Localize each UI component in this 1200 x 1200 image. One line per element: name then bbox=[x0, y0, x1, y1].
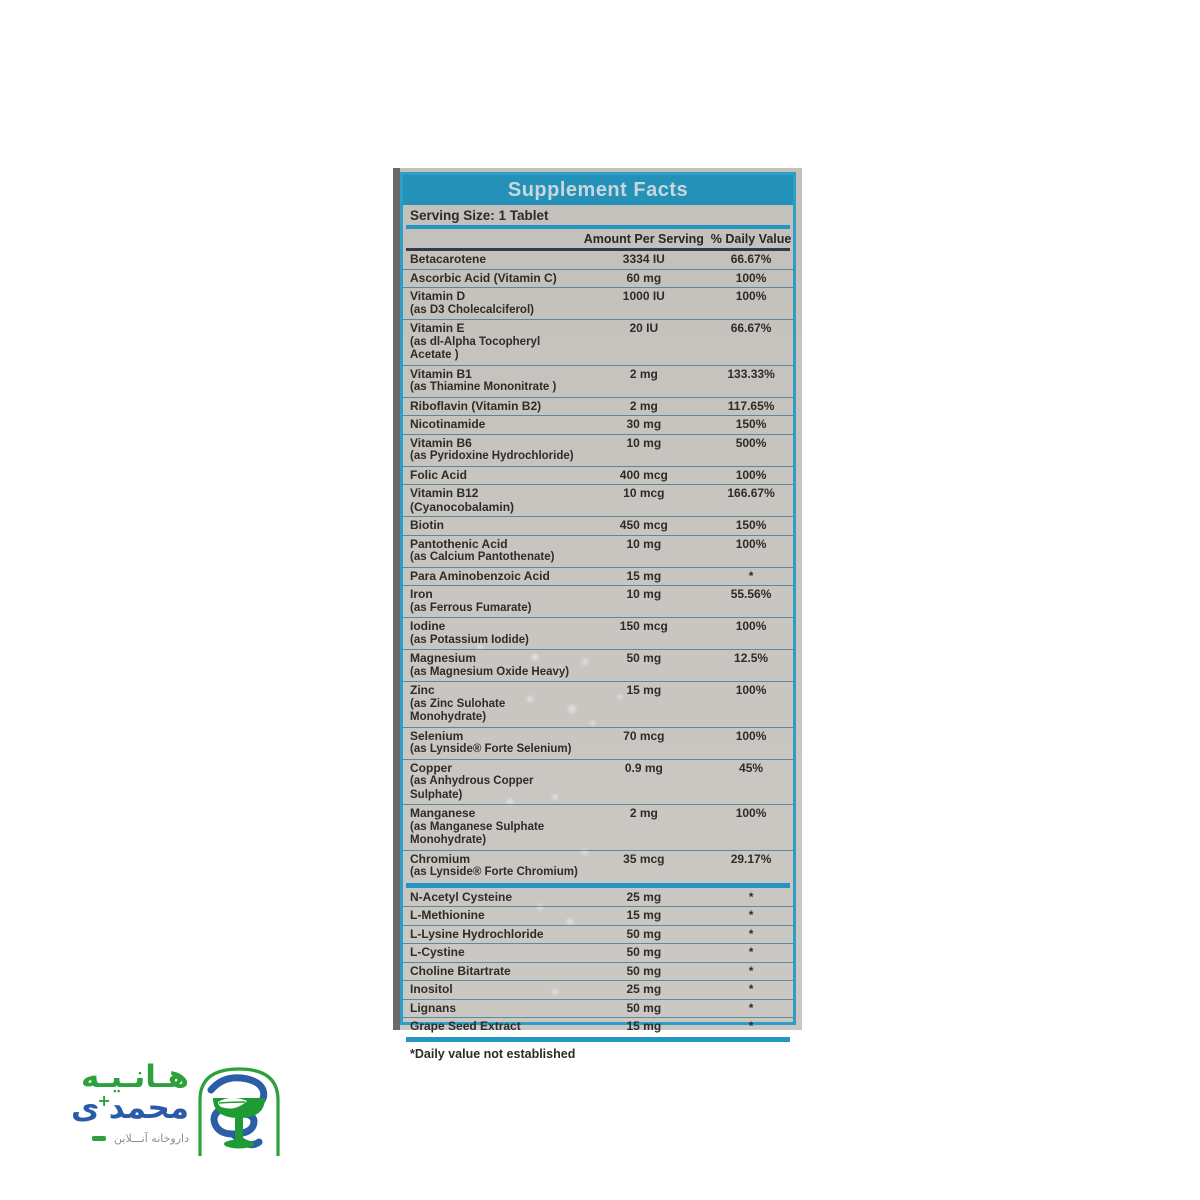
nutrient-daily-value: 117.65% bbox=[727, 398, 775, 413]
nutrient-daily-value: 166.67% bbox=[727, 486, 775, 500]
nutrient-name bbox=[403, 762, 579, 803]
column-header-amount: Amount Per Serving bbox=[583, 232, 704, 246]
logo-dash bbox=[92, 1136, 106, 1141]
label-frame bbox=[400, 172, 796, 1061]
nutrient-daily-value: * bbox=[748, 963, 754, 978]
nutrient-name bbox=[403, 983, 579, 997]
other-ingredients-section bbox=[403, 889, 793, 1036]
nutrient-name bbox=[403, 946, 579, 960]
footnote: *Daily value not established bbox=[410, 1046, 576, 1061]
table-row bbox=[403, 467, 793, 486]
nutrient-amount: 0.9 mg bbox=[624, 760, 663, 775]
nutrient-name-main: Magnesium bbox=[410, 651, 477, 665]
nutrient-name-main: Iron bbox=[410, 587, 433, 601]
table-row bbox=[403, 981, 793, 1000]
nutrient-name bbox=[403, 290, 579, 317]
nutrient-name bbox=[403, 519, 579, 533]
nutrient-name bbox=[403, 1020, 579, 1034]
nutrient-daily-value: 45% bbox=[739, 760, 764, 775]
nutrient-name bbox=[403, 909, 579, 923]
nutrient-name-main: Vitamin E bbox=[410, 321, 465, 335]
nutrient-name-sub: (as Lynside® Forte Chromium) bbox=[410, 866, 578, 878]
nutrient-name-main: Vitamin B12 (Cyanocobalamin) bbox=[410, 486, 515, 514]
nutrient-amount: 3334 IU bbox=[622, 252, 665, 266]
nutrient-daily-value: 55.56% bbox=[730, 587, 772, 601]
column-header-daily-value: % Daily Value bbox=[710, 232, 792, 246]
table-row bbox=[403, 1000, 793, 1019]
nutrient-daily-value: 100% bbox=[735, 728, 767, 743]
nutrient-amount: 15 mg bbox=[626, 908, 662, 922]
nutrient-daily-value: * bbox=[748, 568, 754, 583]
nutrient-daily-value: 100% bbox=[735, 467, 767, 482]
nutrient-name bbox=[403, 487, 579, 514]
table-row bbox=[403, 944, 793, 963]
label-title: Supplement Facts bbox=[403, 175, 793, 205]
nutrient-name-main: Betacarotene bbox=[410, 252, 487, 266]
nutrient-name bbox=[403, 272, 579, 286]
nutrient-name-sub: (as Zinc Sulohate Monohydrate) bbox=[410, 697, 506, 723]
nutrient-name-sub: (as Lynside® Forte Selenium) bbox=[410, 743, 572, 755]
nutrient-name bbox=[403, 652, 579, 679]
nutrient-name-sub: (as Pyridoxine Hydrochloride) bbox=[410, 450, 574, 462]
nutrient-amount: 10 mg bbox=[626, 587, 662, 601]
nutrient-name bbox=[403, 322, 579, 363]
nutrient-name bbox=[403, 368, 579, 395]
nutrient-name-sub: (as Ferrous Fumarate) bbox=[410, 601, 532, 614]
nutrient-name-main: L-Methionine bbox=[410, 908, 485, 922]
nutrient-daily-value: 133.33% bbox=[727, 366, 775, 381]
table-row bbox=[403, 889, 793, 908]
table-row bbox=[403, 650, 793, 682]
nutrient-name-main: Riboflavin (Vitamin B2) bbox=[410, 398, 542, 413]
nutrient-name bbox=[403, 400, 579, 414]
nutrient-name-main: Vitamin D bbox=[410, 289, 466, 303]
nutrient-name bbox=[403, 253, 579, 267]
nutrient-name bbox=[403, 684, 579, 725]
nutrient-name bbox=[403, 620, 579, 647]
nutrient-name-main: Folic Acid bbox=[410, 467, 467, 482]
nutrient-daily-value: 100% bbox=[735, 270, 767, 285]
nutrient-name bbox=[403, 853, 579, 880]
nutrient-name-sub: (as D3 Cholecalciferol) bbox=[410, 303, 534, 316]
table-row bbox=[403, 320, 793, 366]
nutrient-name-main: L-Cystine bbox=[410, 945, 465, 959]
pharmacy-logo bbox=[57, 1056, 285, 1168]
nutrient-amount: 50 mg bbox=[626, 963, 662, 978]
nutrient-daily-value: 100% bbox=[735, 683, 767, 697]
nutrient-name-main: Nicotinamide bbox=[410, 417, 486, 431]
nutrient-amount: 70 mcg bbox=[623, 728, 665, 743]
table-row bbox=[403, 416, 793, 435]
table-row bbox=[403, 851, 793, 882]
section-divider bbox=[406, 883, 790, 888]
table-row bbox=[403, 963, 793, 982]
pharmacy-subtitle: داروخانه آنـــلاین bbox=[114, 1132, 189, 1145]
nutrient-section bbox=[403, 251, 793, 882]
nutrient-daily-value: 100% bbox=[735, 619, 767, 633]
table-row bbox=[403, 251, 793, 270]
table-row bbox=[403, 907, 793, 926]
nutrient-daily-value: 66.67% bbox=[730, 321, 772, 335]
nutrient-table bbox=[403, 251, 793, 1065]
nutrient-daily-value: 500% bbox=[735, 435, 767, 450]
nutrient-name bbox=[403, 588, 579, 615]
plus-icon: + bbox=[97, 1091, 111, 1110]
nutrient-name-main: Iodine bbox=[410, 619, 446, 633]
nutrient-amount: 25 mg bbox=[626, 982, 662, 996]
nutrient-name bbox=[403, 965, 579, 979]
nutrient-name-main: Chromium bbox=[410, 851, 470, 866]
nutrient-name bbox=[403, 891, 579, 905]
table-row bbox=[403, 805, 793, 851]
nutrient-amount: 15 mg bbox=[626, 568, 662, 583]
nutrient-daily-value: * bbox=[748, 1000, 754, 1015]
nutrient-name-main: Pantothenic Acid bbox=[410, 536, 508, 551]
nutrient-amount: 2 mg bbox=[629, 366, 658, 381]
table-row bbox=[403, 270, 793, 289]
nutrient-daily-value: 29.17% bbox=[730, 851, 772, 866]
table-row bbox=[403, 586, 793, 618]
supplement-label-photo bbox=[393, 168, 802, 1061]
section-divider bbox=[406, 1037, 790, 1042]
table-row bbox=[403, 398, 793, 417]
nutrient-name-sub: (as Calcium Pantothenate) bbox=[410, 551, 555, 563]
nutrient-name-sub: (as Manganese Sulphate Monohydrate) bbox=[410, 820, 545, 846]
nutrient-daily-value: * bbox=[748, 908, 754, 922]
nutrient-amount: 50 mg bbox=[626, 926, 662, 941]
table-row bbox=[403, 618, 793, 650]
table-row bbox=[403, 366, 793, 398]
nutrient-name-main: Copper bbox=[410, 760, 452, 775]
nutrient-daily-value: * bbox=[748, 982, 754, 996]
column-headers bbox=[403, 229, 793, 248]
nutrient-amount: 2 mg bbox=[629, 398, 658, 413]
serving-size: Serving Size: 1 Tablet bbox=[410, 208, 549, 223]
nutrient-amount: 60 mg bbox=[626, 270, 662, 285]
nutrient-name-main: Lignans bbox=[410, 1000, 457, 1015]
nutrient-name-sub: (as dl-Alpha Tocopheryl Acetate ) bbox=[410, 335, 541, 361]
hygieia-cup-icon bbox=[193, 1060, 285, 1160]
nutrient-amount: 50 mg bbox=[626, 651, 662, 665]
nutrient-amount: 150 mcg bbox=[619, 619, 668, 633]
nutrient-name bbox=[403, 437, 579, 464]
nutrient-name-sub: (as Magnesium Oxide Heavy) bbox=[410, 665, 570, 678]
nutrient-amount: 1000 IU bbox=[622, 289, 665, 303]
pharmacy-name-line1: هـانـیـه bbox=[80, 1059, 189, 1095]
nutrient-amount: 10 mg bbox=[626, 536, 662, 551]
table-row bbox=[403, 288, 793, 320]
table-row bbox=[403, 536, 793, 568]
table-row bbox=[403, 760, 793, 806]
nutrient-amount: 10 mcg bbox=[623, 486, 665, 500]
nutrient-daily-value: * bbox=[748, 926, 754, 941]
nutrient-name bbox=[403, 570, 579, 584]
nutrient-name-main: Biotin bbox=[410, 518, 444, 532]
nutrient-name-main: N-Acetyl Cysteine bbox=[410, 889, 513, 904]
nutrient-name-main: Vitamin B6 bbox=[410, 435, 472, 450]
nutrient-daily-value: * bbox=[748, 945, 754, 959]
nutrient-amount: 25 mg bbox=[626, 889, 662, 904]
nutrient-amount: 30 mg bbox=[626, 417, 662, 431]
nutrient-daily-value: * bbox=[748, 1019, 754, 1033]
table-row bbox=[403, 485, 793, 517]
nutrient-daily-value: 150% bbox=[735, 518, 767, 532]
pharmacy-logo-text bbox=[59, 1059, 189, 1145]
table-row bbox=[403, 435, 793, 467]
pharmacy-name-line2 bbox=[59, 1092, 189, 1129]
table-row bbox=[403, 926, 793, 945]
nutrient-daily-value: 150% bbox=[735, 417, 767, 431]
nutrient-amount: 2 mg bbox=[629, 806, 658, 820]
nutrient-name bbox=[403, 418, 579, 432]
table-row bbox=[403, 517, 793, 536]
nutrient-name-main: Grape Seed Extract bbox=[410, 1019, 521, 1033]
nutrient-name bbox=[403, 928, 579, 942]
nutrient-name-main: Ascorbic Acid (Vitamin C) bbox=[410, 270, 557, 285]
nutrient-name-main: Selenium bbox=[410, 728, 464, 743]
nutrient-daily-value: 100% bbox=[735, 806, 767, 820]
nutrient-name-main: Choline Bitartrate bbox=[410, 963, 511, 978]
nutrient-daily-value: 12.5% bbox=[734, 651, 769, 665]
nutrient-name-main: Inositol bbox=[410, 982, 453, 996]
nutrient-daily-value: 66.67% bbox=[730, 252, 772, 266]
table-row bbox=[403, 728, 793, 760]
nutrient-name-main: L-Lysine Hydrochloride bbox=[410, 926, 544, 941]
nutrient-name bbox=[403, 730, 579, 757]
table-row bbox=[403, 682, 793, 728]
nutrient-daily-value: 100% bbox=[735, 289, 767, 303]
nutrient-name-sub: (as Potassium Iodide) bbox=[410, 633, 529, 646]
nutrient-name bbox=[403, 807, 579, 848]
nutrient-name-main: Para Aminobenzoic Acid bbox=[410, 568, 550, 583]
nutrient-name bbox=[403, 538, 579, 565]
nutrient-amount: 20 IU bbox=[629, 321, 659, 335]
nutrient-name-sub: (as Anhydrous Copper Sulphate) bbox=[410, 775, 534, 801]
nutrient-amount: 15 mg bbox=[626, 1019, 662, 1033]
nutrient-name-main: Zinc bbox=[410, 683, 435, 697]
nutrient-name-sub: (as Thiamine Mononitrate ) bbox=[410, 381, 557, 393]
table-row bbox=[403, 1018, 793, 1036]
nutrient-amount: 450 mcg bbox=[619, 518, 668, 532]
nutrient-daily-value: * bbox=[748, 889, 754, 904]
nutrient-amount: 10 mg bbox=[626, 435, 662, 450]
nutrient-name bbox=[403, 469, 579, 483]
pharmacy-name-line2-tail: ی bbox=[70, 1090, 100, 1126]
nutrient-amount: 15 mg bbox=[626, 683, 662, 697]
nutrient-name bbox=[403, 1002, 579, 1016]
nutrient-amount: 35 mcg bbox=[623, 851, 665, 866]
nutrient-daily-value: 100% bbox=[735, 536, 767, 551]
nutrient-name-main: Vitamin B1 bbox=[410, 366, 472, 381]
nutrient-amount: 50 mg bbox=[626, 1000, 662, 1015]
nutrient-amount: 50 mg bbox=[626, 945, 662, 959]
nutrient-amount: 400 mcg bbox=[619, 467, 668, 482]
pharmacy-name-line2-main: محمد bbox=[108, 1090, 189, 1126]
nutrient-name-main: Manganese bbox=[410, 806, 476, 820]
table-row bbox=[403, 568, 793, 587]
